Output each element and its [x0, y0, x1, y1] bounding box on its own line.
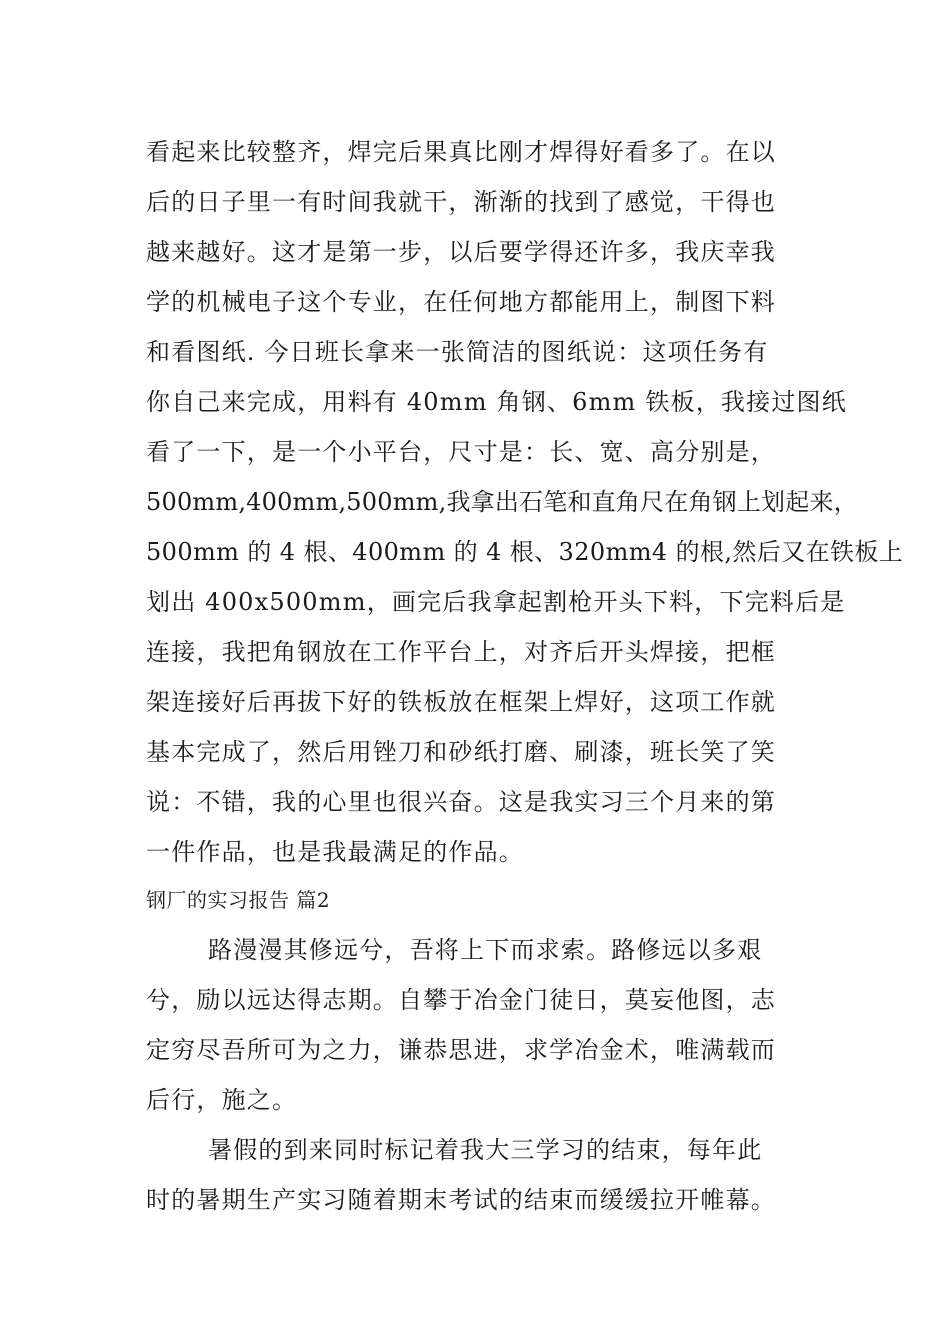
paragraph-line: 连接，我把角钢放在工作平台上，对齐后开头焊接，把框	[146, 638, 776, 666]
paragraph-line: 学的机械电子这个专业，在任何地方都能用上，制图下料	[146, 288, 776, 316]
paragraph-line: 500mm 的 4 根、400mm 的 4 根、320mm4 的根,然后又在铁板上	[146, 538, 904, 566]
paragraph-line: 越来越好。这才是第一步，以后要学得还许多，我庆幸我	[146, 238, 776, 266]
paragraph-line: 一件作品，也是我最满足的作品。	[146, 838, 524, 866]
paragraph-line: 路漫漫其修远兮，吾将上下而求索。路修远以多艰	[208, 936, 763, 964]
paragraph-line: 定穷尽吾所可为之力，谦恭思进，求学冶金术，唯满载而	[146, 1036, 776, 1064]
paragraph-line: 你自己来完成，用料有 40mm 角钢、6mm 铁板，我接过图纸	[146, 388, 847, 416]
paragraph-line: 时的暑期生产实习随着期末考试的结束而缓缓拉开帷幕。	[146, 1186, 776, 1214]
paragraph-line: 说：不错，我的心里也很兴奋。这是我实习三个月来的第	[146, 788, 776, 816]
paragraph-line: 看起来比较整齐，焊完后果真比刚才焊得好看多了。在以	[146, 138, 776, 166]
paragraph-line: 后行，施之。	[146, 1086, 298, 1114]
paragraph-line: 兮，励以远达得志期。自攀于冶金门徒日，莫妄他图，志	[146, 986, 776, 1014]
paragraph-line: 暑假的到来同时标记着我大三学习的结束，每年此	[208, 1136, 763, 1164]
paragraph-line: 后的日子里一有时间我就干，渐渐的找到了感觉，干得也	[146, 188, 776, 216]
section-heading: 钢厂的实习报告 篇2	[146, 888, 331, 912]
paragraph-line: 看了一下，是一个小平台，尺寸是：长、宽、高分别是，	[146, 438, 776, 466]
paragraph-line: 500mm,400mm,500mm,我拿出石笔和直角尺在角钢上划起来，	[146, 488, 858, 516]
paragraph-line: 和看图纸. 今日班长拿来一张简洁的图纸说：这项任务有	[146, 338, 769, 366]
paragraph-line: 划出 400x500mm，画完后我拿起割枪开头下料，下完料后是	[146, 588, 846, 616]
paragraph-line: 基本完成了，然后用锉刀和砂纸打磨、刷漆，班长笑了笑	[146, 738, 776, 766]
paragraph-line: 架连接好后再拔下好的铁板放在框架上焊好，这项工作就	[146, 688, 776, 716]
